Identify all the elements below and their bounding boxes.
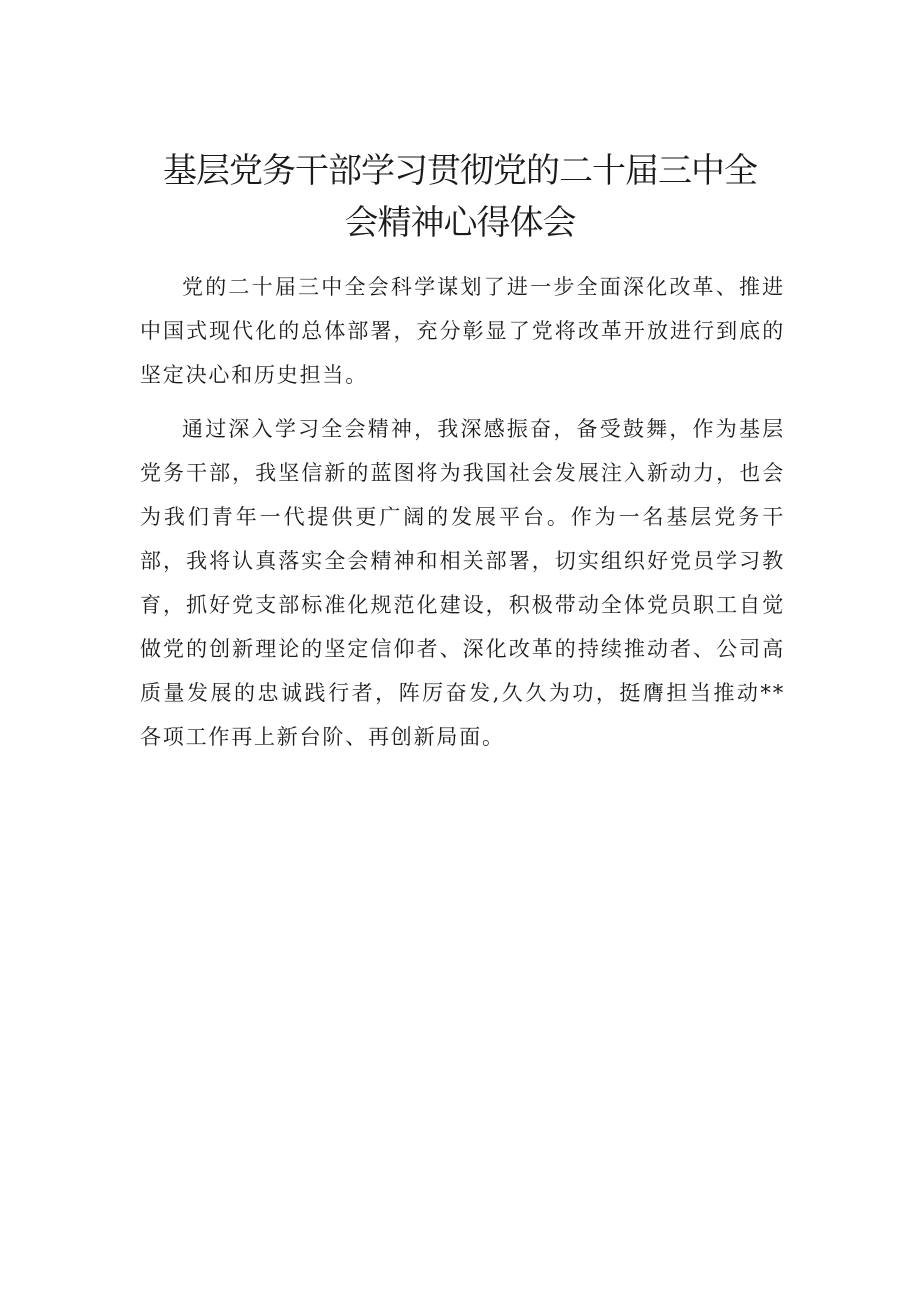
paragraph-1: 党的二十届三中全会科学谋划了进一步全面深化改革、推进中国式现代化的总体部署，充分彰显了党将改革开放进行到底的坚定决心和历史担当。 <box>140 275 785 387</box>
paragraph-2: 通过深入学习全会精神，我深感振奋，备受鼓舞，作为基层党务干部，我坚信新的蓝图将为我国社会发展注入新动力，也会为我们青年一代提供更广阔的发展平台。作为一名基层党务干部，我将认真落实全会精神和相关部署，切实组织好党员学习教育，抓好党支部标准化规范化建设，积极带动全体党员职工自觉做党的创新理论的坚定信仰者、深化改革的持续推动者、公司高质量发展的忠诚践行者，阵厉奋发,久久为功，挺膺担当推动**各项工作再上新台阶、再创新局面。 <box>140 417 785 749</box>
title-line-1: 基层党务干部学习贯彻党的二十届三中全 <box>163 151 757 191</box>
document-title <box>140 145 780 249</box>
title-line-2: 会精神心得体会 <box>344 203 576 243</box>
document-body <box>140 265 785 759</box>
